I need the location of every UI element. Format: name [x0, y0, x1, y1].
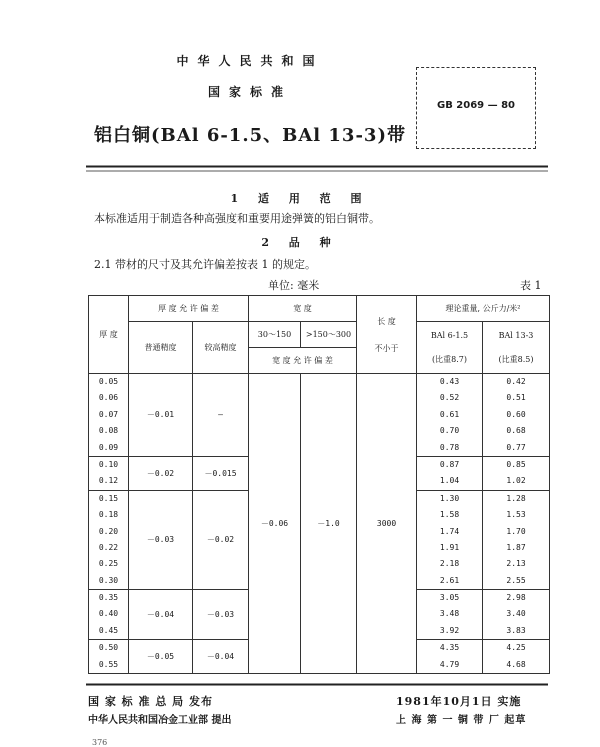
alloy-2-name: BAl 13-3 [498, 330, 534, 340]
weight-alloy-1-cell-value: 3.92 [439, 625, 460, 635]
national-standard-header: 国家标准 [207, 85, 292, 99]
thickness-cell-value: 0.18 [98, 510, 119, 520]
document-title: 铝白铜(BAl 6-1.5、BAl 13-3)带 [94, 125, 406, 146]
weight-alloy-2-cell [483, 456, 550, 490]
alloy-2-specific-gravity: (比重8.5) [498, 354, 534, 364]
alloy-1-header [417, 322, 483, 374]
table-row [89, 374, 550, 457]
issuer: 国 家 标 准 总 局 发布 [88, 695, 213, 708]
high-tolerance-cell: －0.02 [193, 490, 249, 589]
section-1-heading: 1 适 用 范 围 [230, 192, 370, 205]
weight-alloy-1-cell-value: 0.43 [439, 377, 460, 386]
thickness-cell [89, 490, 129, 589]
unit-label: 单位: 毫米 [268, 279, 320, 292]
width-range-1: 30～150 [249, 322, 301, 348]
footer-rule [86, 683, 548, 687]
normal-tolerance-cell: －0.01 [129, 374, 193, 457]
standard-number: GB 2069 — 80 [436, 100, 516, 111]
thickness-cell-value: 0.08 [98, 426, 119, 436]
weight-alloy-1-cell-value: 0.87 [439, 459, 460, 469]
length-sub-label: 不小于 [374, 343, 399, 353]
weight-alloy-2-cell [483, 490, 550, 589]
width-tolerance-header: 宽 度 允 许 偏 差 [249, 348, 357, 374]
weight-alloy-1-cell [417, 640, 483, 674]
weight-alloy-1-cell-value: 3.05 [439, 593, 460, 603]
table-label: 表 1 [520, 279, 542, 292]
thickness-tolerance-header: 厚 度 允 许 偏 差 [129, 296, 249, 322]
thickness-cell-value: 0.20 [98, 526, 119, 536]
weight-alloy-1-cell-value: 4.35 [439, 643, 460, 653]
weight-alloy-1-cell-value: 0.70 [439, 426, 460, 436]
weight-alloy-2-cell-value: 0.51 [506, 393, 526, 403]
high-tolerance-cell: －0.03 [193, 590, 249, 640]
thickness-cell-value: 0.22 [98, 542, 119, 552]
weight-alloy-2-cell-value: 1.53 [506, 510, 526, 520]
weight-alloy-1-cell-value: 0.61 [439, 409, 460, 419]
weight-alloy-2-cell-value: 0.68 [506, 426, 526, 436]
weight-alloy-2-cell [483, 374, 550, 457]
thickness-cell-value: 0.07 [98, 409, 119, 419]
thickness-cell-value: 0.55 [98, 659, 119, 669]
thickness-cell-value: 0.40 [98, 609, 119, 619]
width-tolerance-2-cell: －1.0 [301, 374, 357, 674]
normal-precision-header: 普通精度 [129, 322, 193, 374]
effective-date: 1981年10月1日 实施 [396, 695, 522, 708]
weight-alloy-1-cell-value: 0.52 [439, 393, 460, 403]
high-tolerance-cell: －0.015 [193, 456, 249, 490]
normal-tolerance-cell: －0.05 [129, 640, 193, 674]
weight-alloy-2-cell [483, 640, 550, 674]
weight-alloy-1-cell-value: 1.04 [439, 476, 460, 486]
weight-alloy-2-cell-value: 0.42 [506, 377, 526, 386]
proposer: 中华人民共和国冶金工业部 提出 [88, 715, 232, 726]
weight-alloy-1-cell-value: 3.48 [439, 609, 460, 619]
weight-alloy-2-cell-value: 2.55 [506, 575, 526, 585]
thickness-cell-value: 0.45 [98, 625, 119, 635]
width-header: 宽 度 [249, 296, 357, 322]
weight-alloy-2-cell-value: 1.70 [506, 526, 526, 536]
weight-alloy-1-cell [417, 456, 483, 490]
weight-alloy-2-cell-value: 4.25 [506, 643, 526, 653]
dimension-table [88, 295, 550, 674]
weight-alloy-2-cell-value: 3.40 [506, 609, 526, 619]
thickness-cell-value: 0.05 [98, 377, 119, 386]
section-1-text: 本标准适用于制造各种高强度和重要用途弹簧的铝白铜带。 [94, 212, 380, 225]
thickness-cell [89, 640, 129, 674]
weight-alloy-2-cell-value: 0.85 [506, 459, 526, 469]
country-header: 中华人民共和国 [176, 54, 324, 68]
thickness-cell-value: 0.25 [98, 559, 119, 569]
thickness-cell [89, 590, 129, 640]
section-2-text: 2.1 带材的尺寸及其允许偏差按表 1 的规定。 [94, 258, 316, 271]
length-value-cell: 3000 [357, 374, 417, 674]
alloy-2-header [483, 322, 550, 374]
weight-alloy-1-cell-value: 1.91 [439, 542, 460, 552]
weight-alloy-2-cell-value: 2.13 [506, 559, 526, 569]
weight-alloy-1-cell-value: 2.18 [439, 559, 460, 569]
width-range-2: >150～300 [301, 322, 357, 348]
weight-alloy-1-cell-value: 1.74 [439, 526, 460, 536]
high-tolerance-cell: — [193, 374, 249, 457]
thickness-cell-value: 0.09 [98, 442, 119, 452]
normal-tolerance-cell: －0.03 [129, 490, 193, 589]
thickness-cell-value: 0.50 [98, 643, 119, 653]
thickness-cell [89, 374, 129, 457]
thickness-cell-value: 0.06 [98, 393, 119, 403]
thickness-header: 厚 度 [89, 296, 129, 374]
high-precision-header: 较高精度 [193, 322, 249, 374]
weight-alloy-2-cell [483, 590, 550, 640]
weight-alloy-2-cell-value: 1.87 [506, 542, 526, 552]
alloy-1-specific-gravity: (比重8.7) [432, 354, 467, 364]
normal-tolerance-cell: －0.04 [129, 590, 193, 640]
weight-alloy-1-cell [417, 374, 483, 457]
weight-alloy-1-cell-value: 0.78 [439, 442, 460, 452]
weight-alloy-1-cell-value: 2.61 [439, 575, 460, 585]
thickness-cell-value: 0.30 [98, 575, 119, 585]
length-header [357, 296, 417, 374]
weight-alloy-2-cell-value: 3.83 [506, 625, 526, 635]
thickness-cell-value: 0.12 [98, 476, 119, 486]
weight-alloy-1-cell [417, 590, 483, 640]
weight-alloy-2-cell-value: 0.77 [506, 442, 526, 452]
thickness-cell-value: 0.15 [98, 493, 119, 503]
weight-alloy-2-cell-value: 1.02 [506, 476, 526, 486]
weight-alloy-2-cell-value: 1.28 [506, 493, 526, 503]
alloy-1-name: BAl 6-1.5 [430, 330, 469, 340]
page-number: 376 [92, 738, 108, 747]
length-label: 长 度 [377, 316, 396, 326]
standard-number-box [416, 67, 536, 149]
thickness-cell-value: 0.10 [98, 459, 119, 469]
weight-alloy-2-cell-value: 2.98 [506, 593, 526, 603]
weight-alloy-1-cell-value: 4.79 [439, 659, 460, 669]
normal-tolerance-cell: －0.02 [129, 456, 193, 490]
weight-alloy-1-cell [417, 490, 483, 589]
drafter: 上 海 第 一 铜 带 厂 起草 [396, 715, 527, 726]
width-tolerance-1-cell: －0.06 [249, 374, 301, 674]
high-tolerance-cell: －0.04 [193, 640, 249, 674]
weight-alloy-2-cell-value: 4.68 [506, 659, 526, 669]
thickness-cell-value: 0.35 [98, 593, 119, 603]
weight-alloy-2-cell-value: 0.60 [506, 409, 526, 419]
weight-alloy-1-cell-value: 1.30 [439, 493, 460, 503]
thickness-cell [89, 456, 129, 490]
weight-alloy-1-cell-value: 1.58 [439, 510, 460, 520]
header-double-rule [86, 165, 548, 173]
weight-header: 理论重量, 公斤力/米² [417, 296, 550, 322]
section-2-heading: 2 品 种 [261, 236, 339, 249]
